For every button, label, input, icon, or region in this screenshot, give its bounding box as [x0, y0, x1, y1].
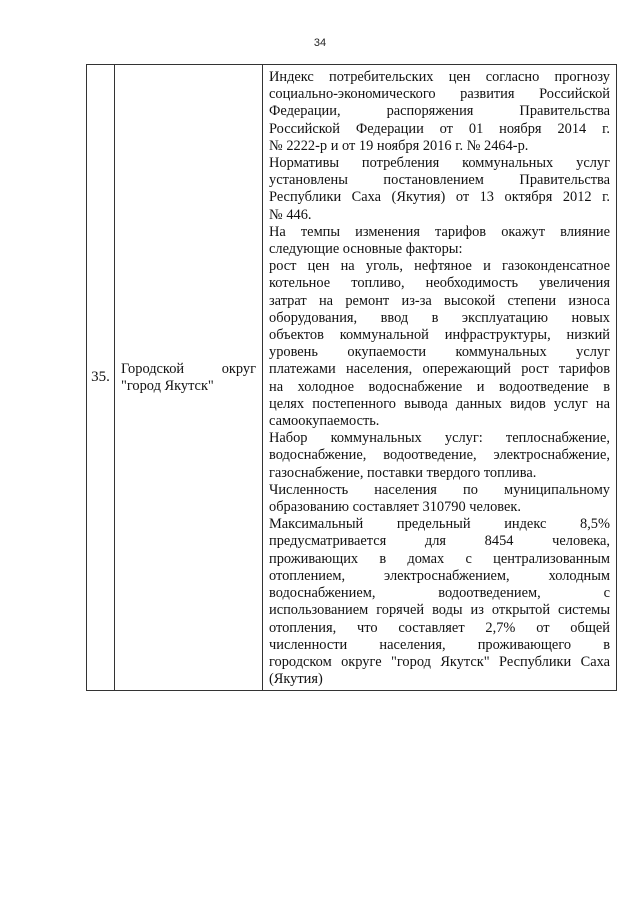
- text-line: установлены постановлением Правительства: [269, 172, 610, 189]
- text-line: предусматривается для 8454 человека,: [269, 533, 610, 550]
- text-line: отопления, что составляет 2,7% от общей: [269, 619, 610, 636]
- text-line: Нормативы потребления коммунальных услуг: [269, 155, 610, 172]
- row-number: 35.: [87, 65, 115, 691]
- text-line: водоснабжение, водоотведение, электроснабжение,: [269, 447, 610, 464]
- text-line: городском округе "город Якутск" Республики Саха: [269, 653, 610, 670]
- text-line: использованием горячей воды из открытой системы: [269, 602, 610, 619]
- page-number: 34: [313, 37, 327, 49]
- municipality-name-line1: Городской округ: [121, 360, 256, 377]
- table-row: [87, 65, 617, 691]
- text-line: (Якутия): [269, 671, 323, 688]
- municipality-name: [115, 65, 263, 691]
- description-paragraph: [269, 516, 610, 688]
- text-line: водоснабжением, водоотведением, с: [269, 585, 610, 602]
- text-line: платежами населения, опережающий рост тарифов: [269, 361, 610, 378]
- text-line: Федерации, распоряжения Правительства: [269, 103, 610, 120]
- text-line: Российской Федерации от 01 ноября 2014 г.: [269, 120, 610, 137]
- text-line: социально-экономического развития Российской: [269, 86, 610, 103]
- text-line: отоплением, электроснабжением, холодным: [269, 567, 610, 584]
- text-line: затрат на ремонт из-за высокой степени износа: [269, 292, 610, 309]
- text-line: № 446.: [269, 206, 312, 223]
- text-line: Численность населения по муниципальному: [269, 481, 610, 498]
- description-paragraph: [269, 482, 610, 516]
- text-line: Индекс потребительских цен согласно прогнозу: [269, 69, 610, 85]
- text-line: следующие основные факторы:: [269, 241, 463, 258]
- text-line: газоснабжение, поставки твердого топлива.: [269, 464, 537, 481]
- text-line: образованию составляет 310790 человек.: [269, 499, 521, 516]
- text-line: уровень окупаемости коммунальных услуг: [269, 344, 610, 361]
- text-line: № 2222-р и от 19 ноября 2016 г. № 2464-р.: [269, 137, 529, 154]
- text-line: на холодное водоснабжение и водоотведение в: [269, 378, 610, 395]
- description-cell: [263, 65, 617, 691]
- text-line: Республики Саха (Якутия) от 13 октября 2012 г.: [269, 189, 610, 206]
- tariff-table: [86, 64, 617, 691]
- description-paragraph: [269, 155, 610, 224]
- text-line: целях постепенного вывода данных видов услуг на: [269, 395, 610, 412]
- text-line: численности населения, проживающего в: [269, 636, 610, 653]
- description-paragraph: [269, 258, 610, 430]
- text-line: На темпы изменения тарифов окажут влияние: [269, 223, 610, 240]
- text-line: объектов коммунальной инфраструктуры, низкий: [269, 327, 610, 344]
- description-paragraph: [269, 69, 610, 155]
- description-paragraph: [269, 430, 610, 482]
- text-line: котельное топливо, необходимость увеличения: [269, 275, 610, 292]
- text-line: Максимальный предельный индекс 8,5%: [269, 516, 610, 533]
- text-line: проживающих в домах с централизованным: [269, 550, 610, 567]
- text-line: оборудования, ввод в эксплуатацию новых: [269, 309, 610, 326]
- municipality-name-line2: "город Якутск": [121, 377, 214, 394]
- text-line: рост цен на уголь, нефтяное и газоконденсатное: [269, 258, 610, 275]
- text-line: самоокупаемость.: [269, 413, 380, 430]
- text-line: Набор коммунальных услуг: теплоснабжение,: [269, 430, 610, 447]
- description-paragraph: [269, 224, 610, 258]
